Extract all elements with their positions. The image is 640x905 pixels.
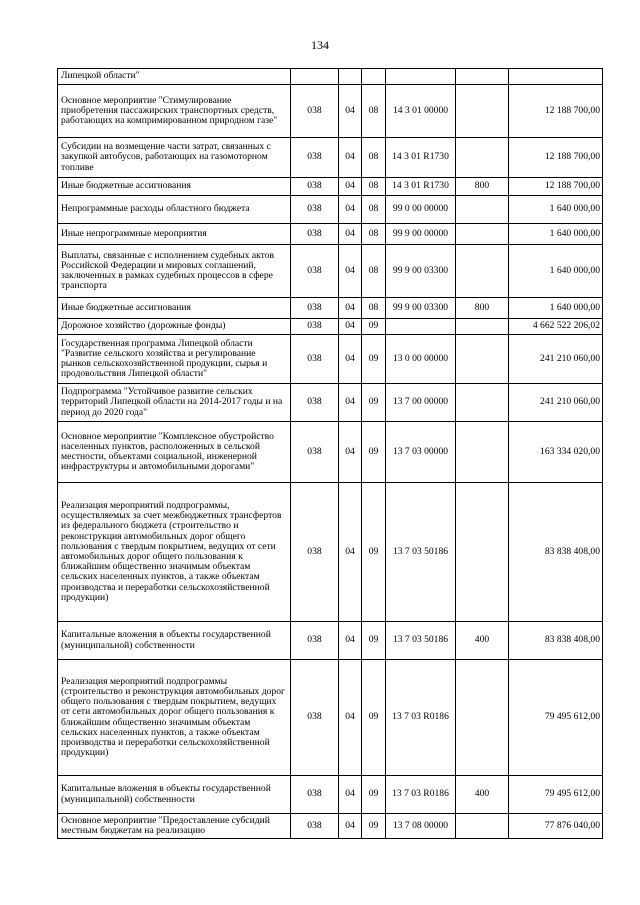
- table-row: [58, 319, 603, 335]
- table-row: [58, 622, 603, 660]
- table-row: [58, 138, 603, 178]
- row-csr-cell: 13 7 08 00000: [386, 814, 456, 839]
- row-csr-cell: 13 0 00 00000: [386, 335, 456, 384]
- row-sum-cell: 241 210 060,00: [509, 335, 603, 384]
- row-name-cell: Иные бюджетные ассигнования: [58, 178, 291, 196]
- table-row: [58, 483, 603, 622]
- table-row: [58, 335, 603, 384]
- row-ved-cell: 038: [291, 660, 339, 776]
- row-ved-cell: 038: [291, 622, 339, 660]
- row-vr-cell: 400: [456, 622, 509, 660]
- row-rz-cell: 04: [339, 85, 362, 138]
- row-sum-cell: 12 188 700,00: [509, 138, 603, 178]
- row-pr-cell: 09: [362, 319, 386, 335]
- row-vr-cell: [456, 319, 509, 335]
- row-csr-cell: 99 9 00 03300: [386, 298, 456, 319]
- table-row: [58, 384, 603, 422]
- row-ved-cell: 038: [291, 776, 339, 814]
- row-rz-cell: 04: [339, 196, 362, 224]
- row-csr-cell: 99 0 00 00000: [386, 196, 456, 224]
- row-sum-cell: 79 495 612,00: [509, 660, 603, 776]
- row-rz-cell: 04: [339, 422, 362, 483]
- row-vr-cell: [456, 196, 509, 224]
- table-row: [58, 422, 603, 483]
- row-rz-cell: 04: [339, 245, 362, 298]
- table-row: [58, 245, 603, 298]
- table-row: [58, 69, 603, 85]
- row-ved-cell: 038: [291, 178, 339, 196]
- row-pr-cell: 09: [362, 483, 386, 622]
- row-ved-cell: 038: [291, 422, 339, 483]
- row-name-cell: Выплаты, связанные с исполнением судебных актов Российской Федерации и мировых соглашений, заключенных в рамках судебных процессов в сфере транспорта: [58, 245, 291, 298]
- row-vr-cell: 400: [456, 776, 509, 814]
- row-pr-cell: 09: [362, 422, 386, 483]
- row-csr-cell: 14 3 01 00000: [386, 85, 456, 138]
- row-name-cell: Государственная программа Липецкой области "Развитие сельского хозяйства и регулирование рынков сельскохозяйственной продукции, сырья и продовольствия Липецкой области": [58, 335, 291, 384]
- row-ved-cell: 038: [291, 245, 339, 298]
- row-vr-cell: [456, 483, 509, 622]
- row-rz-cell: 04: [339, 384, 362, 422]
- row-name-cell: Непрограммные расходы областного бюджета: [58, 196, 291, 224]
- row-sum-cell: 1 640 000,00: [509, 196, 603, 224]
- row-sum-cell: 77 876 040,00: [509, 814, 603, 839]
- row-name-cell: Основное мероприятие "Комплексное обустройство населенных пунктов, расположенных в сельской местности, объектами социальной, инженерной инфраструктуры и автомобильными дорогами": [58, 422, 291, 483]
- row-name-cell: Основное мероприятие "Стимулирование приобретения пассажирских транспортных средств, работающих на компримированном природном газе": [58, 85, 291, 138]
- page-number: 134: [311, 38, 329, 52]
- table-row: [58, 298, 603, 319]
- row-sum-cell: 163 334 020,00: [509, 422, 603, 483]
- row-csr-cell: 14 3 01 R1730: [386, 138, 456, 178]
- row-vr-cell: [456, 224, 509, 245]
- row-name-cell: Реализация мероприятий подпрограммы (строительство и реконструкция автомобильных дорог общего пользования с твердым покрытием, ведущих от сети автомобильных дорог общего пользования к ближайшим общественно значимым объектам сельских населенных пунктов, а также объектам производства и переработки сельскохозяйственной продукции): [58, 660, 291, 776]
- row-pr-cell: 08: [362, 245, 386, 298]
- row-rz-cell: 04: [339, 319, 362, 335]
- row-sum-cell: 1 640 000,00: [509, 224, 603, 245]
- row-csr-cell: 14 3 01 R1730: [386, 178, 456, 196]
- row-name-cell: Капитальные вложения в объекты государственной (муниципальной) собственности: [58, 622, 291, 660]
- row-csr-cell: 99 9 00 00000: [386, 224, 456, 245]
- row-sum-cell: 241 210 060,00: [509, 384, 603, 422]
- row-rz-cell: 04: [339, 224, 362, 245]
- table-row: [58, 196, 603, 224]
- row-sum-cell: 83 838 408,00: [509, 483, 603, 622]
- row-rz-cell: 04: [339, 660, 362, 776]
- row-rz-cell: 04: [339, 178, 362, 196]
- row-rz-cell: 04: [339, 298, 362, 319]
- row-csr-cell: [386, 69, 456, 85]
- row-name-cell: Липецкой области": [58, 69, 291, 85]
- row-sum-cell: 79 495 612,00: [509, 776, 603, 814]
- row-ved-cell: [291, 69, 339, 85]
- row-vr-cell: 800: [456, 298, 509, 319]
- row-vr-cell: [456, 814, 509, 839]
- row-ved-cell: 038: [291, 224, 339, 245]
- row-csr-cell: 13 7 03 R0186: [386, 776, 456, 814]
- row-sum-cell: 4 662 522 206,02: [509, 319, 603, 335]
- row-rz-cell: 04: [339, 814, 362, 839]
- row-ved-cell: 038: [291, 298, 339, 319]
- row-vr-cell: [456, 69, 509, 85]
- row-ved-cell: 038: [291, 85, 339, 138]
- row-name-cell: Дорожное хозяйство (дорожные фонды): [58, 319, 291, 335]
- row-name-cell: Капитальные вложения в объекты государственной (муниципальной) собственности: [58, 776, 291, 814]
- row-ved-cell: 038: [291, 384, 339, 422]
- row-vr-cell: [456, 384, 509, 422]
- row-ved-cell: 038: [291, 196, 339, 224]
- row-pr-cell: 09: [362, 660, 386, 776]
- table-row: [58, 814, 603, 839]
- row-rz-cell: 04: [339, 138, 362, 178]
- row-csr-cell: 13 7 03 R0186: [386, 660, 456, 776]
- table-row: [58, 776, 603, 814]
- row-ved-cell: 038: [291, 138, 339, 178]
- table-row: [58, 660, 603, 776]
- row-name-cell: Субсидии на возмещение части затрат, связанных с закупкой автобусов, работающих на газомоторном топливе: [58, 138, 291, 178]
- row-sum-cell: 1 640 000,00: [509, 245, 603, 298]
- row-pr-cell: 09: [362, 776, 386, 814]
- row-pr-cell: 09: [362, 335, 386, 384]
- table-row: [58, 85, 603, 138]
- row-csr-cell: 13 7 00 00000: [386, 384, 456, 422]
- row-pr-cell: [362, 69, 386, 85]
- row-vr-cell: [456, 660, 509, 776]
- row-sum-cell: 12 188 700,00: [509, 178, 603, 196]
- table-row: [58, 178, 603, 196]
- table-row: [58, 224, 603, 245]
- row-rz-cell: 04: [339, 776, 362, 814]
- row-pr-cell: 09: [362, 622, 386, 660]
- row-ved-cell: 038: [291, 814, 339, 839]
- row-name-cell: Подпрограмма "Устойчивое развитие сельских территорий Липецкой области на 2014-2017 годы и на период до 2020 года": [58, 384, 291, 422]
- row-csr-cell: 13 7 03 50186: [386, 483, 456, 622]
- row-sum-cell: 12 188 700,00: [509, 85, 603, 138]
- row-name-cell: Реализация мероприятий подпрограммы, осуществляемых за счет межбюджетных трансфертов из федерального бюджета (строительство и реконструкция автомобильных дорог общего пользования с твердым покрытием, ведущих от сети автомобильных дорог общего пользования к ближайшим общественно значимым объектам сельских населенных пунктов, а также объектам производства и переработки сельскохозяйственной продукции): [58, 483, 291, 622]
- row-rz-cell: 04: [339, 335, 362, 384]
- row-rz-cell: 04: [339, 483, 362, 622]
- row-vr-cell: 800: [456, 178, 509, 196]
- row-ved-cell: 038: [291, 335, 339, 384]
- row-pr-cell: 09: [362, 384, 386, 422]
- row-csr-cell: 99 9 00 03300: [386, 245, 456, 298]
- row-pr-cell: 08: [362, 138, 386, 178]
- row-sum-cell: [509, 69, 603, 85]
- row-pr-cell: 08: [362, 196, 386, 224]
- budget-table: [57, 68, 603, 839]
- row-pr-cell: 08: [362, 224, 386, 245]
- row-vr-cell: [456, 245, 509, 298]
- row-name-cell: Иные бюджетные ассигнования: [58, 298, 291, 319]
- row-rz-cell: 04: [339, 622, 362, 660]
- row-name-cell: Основное мероприятие "Предоставление субсидий местным бюджетам на реализацию: [58, 814, 291, 839]
- row-csr-cell: 13 7 03 00000: [386, 422, 456, 483]
- row-ved-cell: 038: [291, 319, 339, 335]
- row-rz-cell: [339, 69, 362, 85]
- row-sum-cell: 83 838 408,00: [509, 622, 603, 660]
- row-vr-cell: [456, 138, 509, 178]
- row-ved-cell: 038: [291, 483, 339, 622]
- row-pr-cell: 08: [362, 298, 386, 319]
- row-name-cell: Иные непрограммные мероприятия: [58, 224, 291, 245]
- row-vr-cell: [456, 85, 509, 138]
- row-pr-cell: 08: [362, 178, 386, 196]
- row-vr-cell: [456, 335, 509, 384]
- row-pr-cell: 08: [362, 85, 386, 138]
- row-vr-cell: [456, 422, 509, 483]
- row-pr-cell: 09: [362, 814, 386, 839]
- row-sum-cell: 1 640 000,00: [509, 298, 603, 319]
- row-csr-cell: 13 7 03 50186: [386, 622, 456, 660]
- row-csr-cell: [386, 319, 456, 335]
